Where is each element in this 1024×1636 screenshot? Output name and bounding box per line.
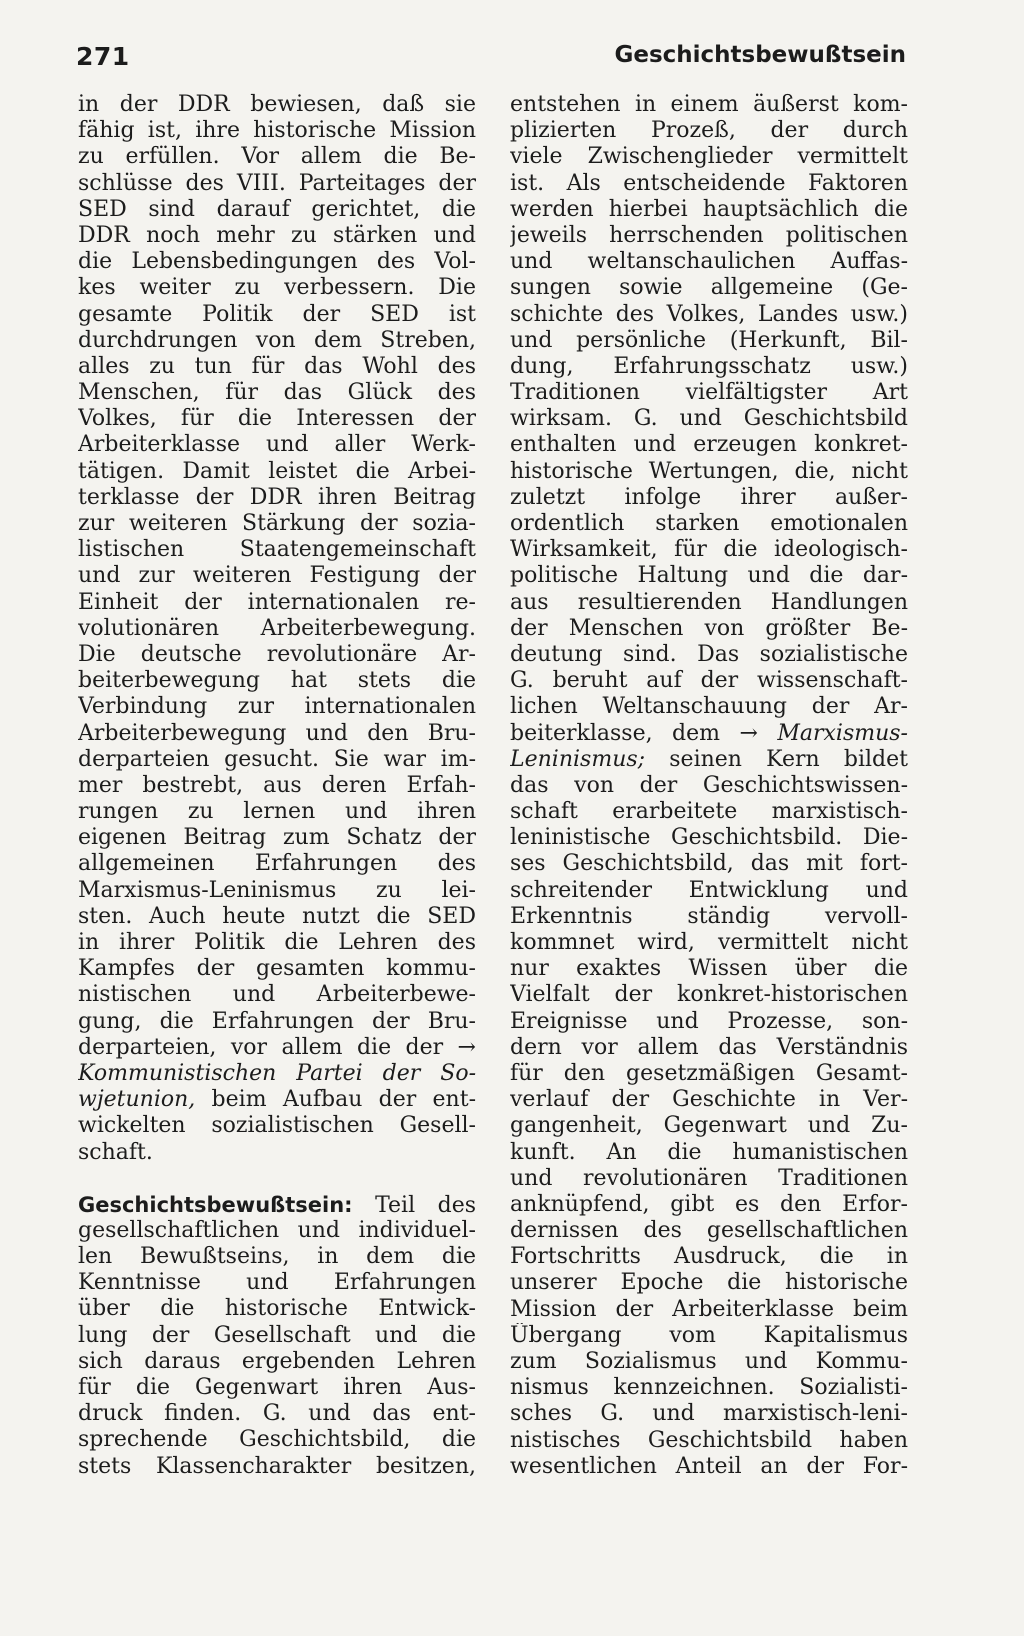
text-line: eigenen Beitrag zum Schatz der [78, 825, 476, 851]
text-fragment: beiterklasse, dem → [510, 720, 778, 746]
text-line [78, 1061, 476, 1087]
text-line: Kampfes der gesamten kommu- [78, 956, 476, 982]
text-line: politische Haltung und die dar- [510, 563, 908, 589]
text-line: für die Gegenwart ihren Aus- [78, 1375, 476, 1400]
text-line: zur weiteren Stärkung der sozia- [78, 511, 476, 536]
text-line: zum Sozialismus und Kommu- [510, 1349, 908, 1374]
text-line: Ereignisse und Prozesse, son- [510, 1008, 908, 1034]
cross-reference: Marxismus- [777, 720, 908, 746]
text-line: dernissen des gesellschaftlichen [510, 1218, 908, 1244]
text-line: fähig ist, ihre historische Mission [78, 118, 476, 144]
text-line: gangenheit, Gegenwart und Zu- [510, 1113, 908, 1139]
text-line: DDR noch mehr zu stärken und [78, 222, 476, 248]
text-line: alles zu tun für das Wohl des [78, 353, 476, 379]
text-line: lung der Gesellschaft und die [78, 1322, 476, 1348]
text-line: entstehen in einem äußerst kom- [510, 92, 908, 117]
text-line: ordentlich starken emotionalen [510, 511, 908, 536]
text-line: rungen zu lernen und ihren [78, 799, 476, 825]
text-fragment: beim Aufbau der ent- [195, 1087, 476, 1113]
text-line: Kenntnisse und Erfahrungen [78, 1270, 476, 1296]
text-line: und weltanschaulichen Auffas- [510, 249, 908, 275]
text-line: Vielfalt der konkret-historischen [510, 982, 908, 1008]
text-line: zu erfüllen. Vor allem die Be- [78, 144, 476, 170]
text-line: sches G. und marxistisch-leni- [510, 1401, 908, 1427]
text-line: nismus kennzeichnen. Sozialisti- [510, 1375, 908, 1401]
text-line: leninistische Geschichtsbild. Die- [510, 825, 908, 851]
text-line: volutionären Arbeiterbewegung. [78, 615, 476, 641]
text-fragment: seinen Kern bildet [645, 746, 908, 772]
text-line: verlauf der Geschichte in Ver- [510, 1087, 908, 1113]
page-number: 271 [76, 42, 130, 71]
text-line: und zur weiteren Festigung der [78, 563, 476, 589]
entry-term: Geschichtsbewußtsein: [78, 1192, 353, 1217]
text-line: und persönliche (Herkunft, Bil- [510, 327, 908, 353]
cross-reference: Kommunistischen Partei der So- [78, 1060, 476, 1086]
text-line: plizierten Prozeß, der durch [510, 118, 908, 144]
text-line: Einheit der internationalen re- [78, 589, 476, 615]
text-line: kommnet wird, vermittelt nicht [510, 930, 908, 955]
text-line: derparteien, vor allem die der → [78, 1034, 476, 1060]
text-line [78, 1087, 476, 1113]
text-line: nur exaktes Wissen über die [510, 956, 908, 982]
text-line: stets Klassencharakter besitzen, [78, 1453, 476, 1479]
entry-heading-line [78, 1192, 476, 1218]
text-line: deutung sind. Das sozialistische [510, 641, 908, 667]
text-line: kes weiter zu verbessern. Die [78, 275, 476, 301]
text-line: und revolutionären Traditionen [510, 1165, 908, 1191]
text-line: werden hierbei hauptsächlich die [510, 196, 908, 222]
text-line: mer bestrebt, aus deren Erfah- [78, 772, 476, 798]
text-line [510, 721, 908, 747]
text-line: beiterbewegung hat stets die [78, 668, 476, 694]
text-line: listischen Staatengemeinschaft [78, 537, 476, 563]
text-line: len Bewußtseins, in dem die [78, 1244, 476, 1270]
text-line: lichen Weltanschauung der Ar- [510, 694, 908, 720]
text-line: dung, Erfahrungsschatz usw.) [510, 353, 908, 379]
text-line: schlüsse des VIII. Parteitages der [78, 170, 476, 196]
text-line: jeweils herrschenden politischen [510, 222, 908, 248]
text-line: gung, die Erfahrungen der Bru- [78, 1008, 476, 1034]
text-line: nistischen und Arbeiterbewe- [78, 982, 476, 1008]
text-line: Arbeiterklasse und aller Werk- [78, 432, 476, 458]
text-line: durchdrungen von dem Streben, [78, 327, 476, 353]
text-line: viele Zwischenglieder vermittelt [510, 144, 908, 170]
text-line: über die historische Entwick- [78, 1296, 476, 1322]
text-line: in der DDR bewiesen, daß sie [78, 92, 476, 117]
text-line: enthalten und erzeugen konkret- [510, 432, 908, 458]
text-line: unserer Epoche die historische [510, 1270, 908, 1296]
text-line: aus resultierenden Handlungen [510, 589, 908, 615]
text-line: druck finden. G. und das ent- [78, 1401, 476, 1427]
text-line: wirksam. G. und Geschichtsbild [510, 406, 908, 432]
text-line: für den gesetzmäßigen Gesamt- [510, 1060, 908, 1086]
text-line: Marxismus-Leninismus zu lei- [78, 877, 476, 903]
text-line: sten. Auch heute nutzt die SED [78, 903, 476, 929]
text-line: Wirksamkeit, für die ideologisch- [510, 537, 908, 563]
text-line: kunft. An die humanistischen [510, 1139, 908, 1165]
left-column [78, 92, 476, 1480]
text-line: Fortschritts Ausdruck, die in [510, 1244, 908, 1270]
text-line: schaft erarbeitete marxistisch- [510, 799, 908, 825]
text-line: tätigen. Damit leistet die Arbei- [78, 458, 476, 484]
text-line: gesellschaftlichen und individuel- [78, 1217, 476, 1243]
text-line: die Lebensbedingungen des Vol- [78, 249, 476, 275]
running-head: Geschichtsbewußtsein [614, 42, 906, 68]
text-line: Übergang vom Kapitalismus [510, 1322, 908, 1348]
text-line: wickelten sozialistischen Gesell- [78, 1113, 476, 1139]
text-fragment: Teil des [352, 1192, 476, 1218]
text-line: derparteien gesucht. Sie war im- [78, 746, 476, 772]
text-line: dern vor allem das Verständnis [510, 1034, 908, 1060]
text-line: der Menschen von größter Be- [510, 615, 908, 641]
text-line: Mission der Arbeiterklasse beim [510, 1296, 908, 1322]
text-line: ist. Als entscheidende Faktoren [510, 170, 908, 196]
text-line: Menschen, für das Glück des [78, 380, 476, 406]
text-line: Erkenntnis ständig vervoll- [510, 903, 908, 929]
text-line: schreitender Entwicklung und [510, 877, 908, 903]
text-line: SED sind darauf gerichtet, die [78, 196, 476, 222]
text-line: allgemeinen Erfahrungen des [78, 851, 476, 877]
text-line: gesamte Politik der SED ist [78, 301, 476, 327]
text-line: historische Wertungen, die, nicht [510, 458, 908, 484]
text-line: Arbeiterbewegung und den Bru- [78, 720, 476, 746]
right-column [510, 92, 908, 1480]
text-line: sungen sowie allgemeine (Ge- [510, 275, 908, 301]
text-line: sich daraus ergebenden Lehren [78, 1348, 476, 1374]
text-line: G. beruht auf der wissenschaft- [510, 668, 908, 694]
text-line: schichte des Volkes, Landes usw.) [510, 301, 908, 327]
text-line: das von der Geschichtswissen- [510, 772, 908, 798]
cross-reference: wjetunion, [78, 1087, 196, 1113]
text-line: zuletzt infolge ihrer außer- [510, 484, 908, 510]
text-line: Die deutsche revolutionäre Ar- [78, 641, 476, 667]
text-line: nistisches Geschichtsbild haben [510, 1427, 908, 1453]
text-line: terklasse der DDR ihren Beitrag [78, 484, 476, 510]
text-line: schaft. [78, 1139, 153, 1165]
text-line: Traditionen vielfältigster Art [510, 380, 908, 406]
text-line: Volkes, für die Interessen der [78, 406, 476, 432]
text-line: sprechende Geschichtsbild, die [78, 1427, 476, 1453]
cross-reference: Leninismus; [510, 746, 646, 772]
paragraph-gap [78, 1166, 476, 1192]
text-line: ses Geschichtsbild, das mit fort- [510, 851, 908, 877]
text-line: Verbindung zur internationalen [78, 694, 476, 720]
text-line: wesentlichen Anteil an der For- [510, 1453, 908, 1479]
text-line [510, 747, 908, 773]
text-line: anknüpfend, gibt es den Erfor- [510, 1191, 908, 1217]
text-line: in ihrer Politik die Lehren des [78, 930, 476, 955]
